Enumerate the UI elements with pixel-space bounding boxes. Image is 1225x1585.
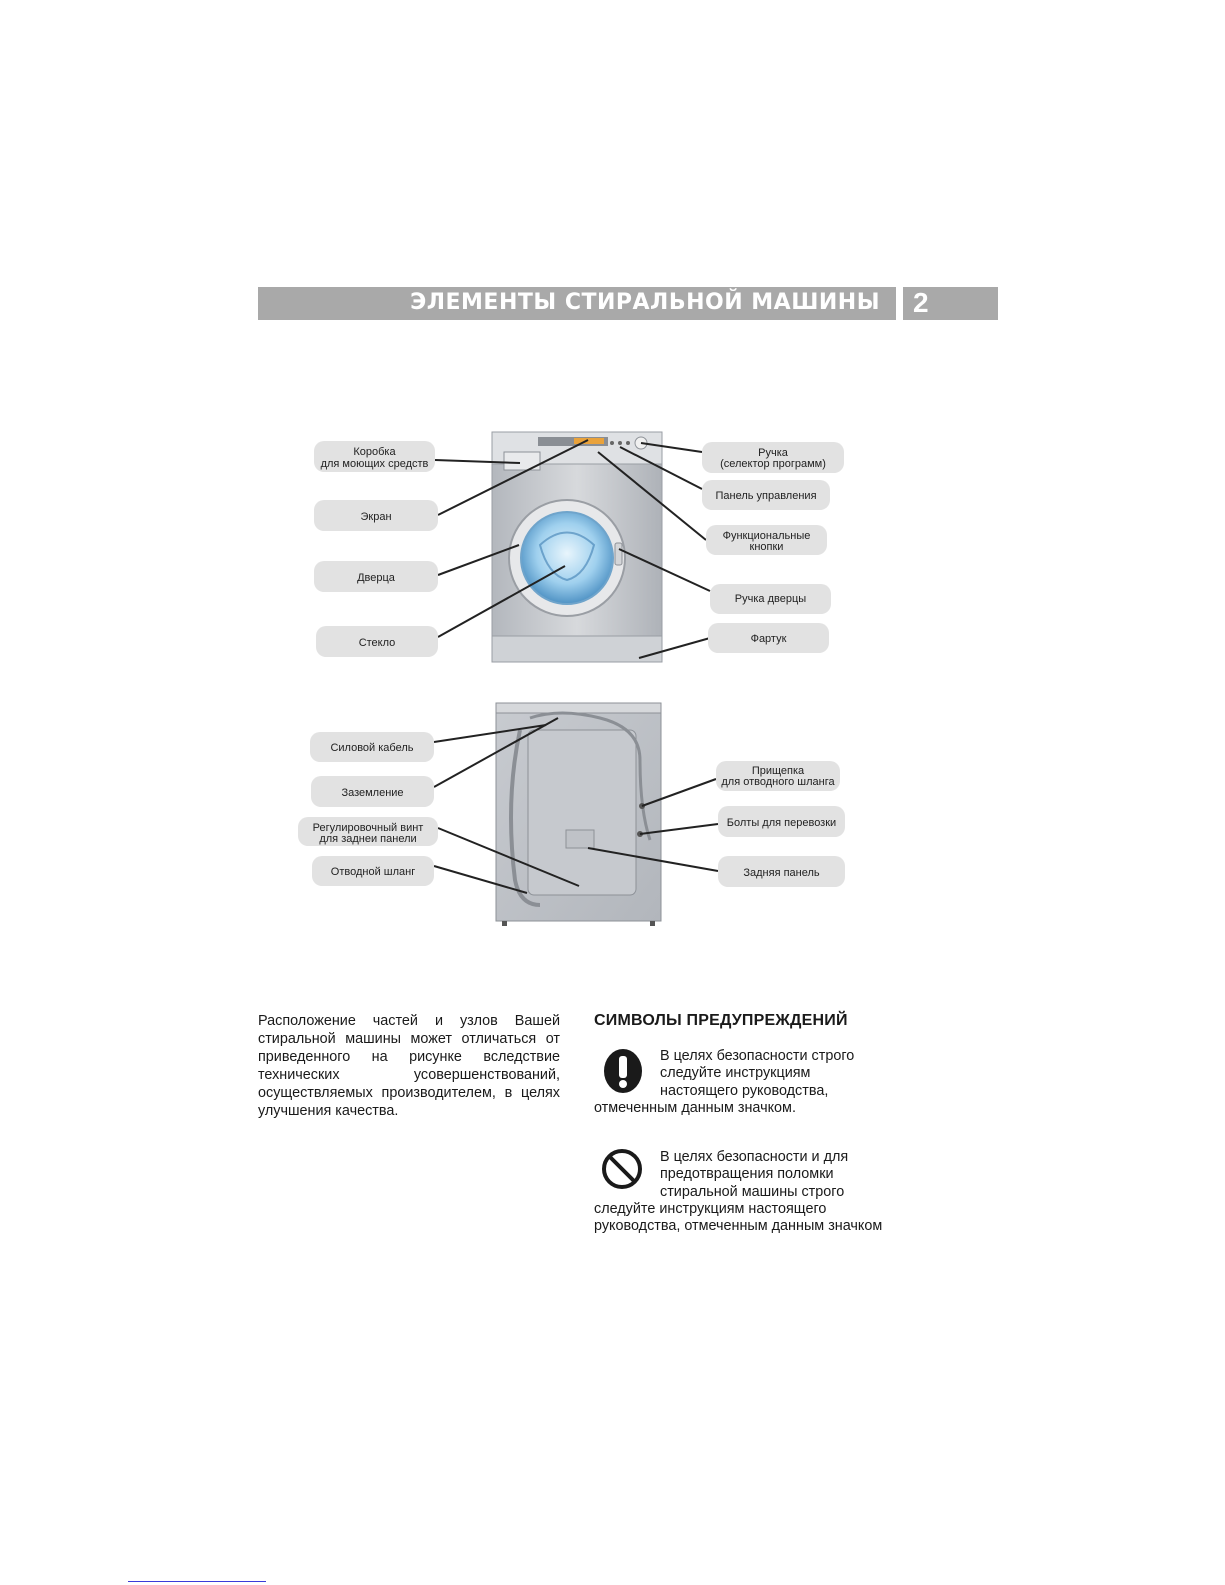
- svg-text:для моющих средств: для моющих средств: [320, 458, 429, 470]
- front-machine-illustration: [492, 432, 662, 662]
- svg-text:Панель управления: Панель управления: [715, 490, 817, 502]
- svg-text:кнопки: кнопки: [749, 541, 784, 553]
- warning-1-line-4: отмеченным данным значком.: [594, 1100, 796, 1116]
- svg-text:Экран: Экран: [360, 511, 392, 523]
- warning-2-line-5: руководства, отмеченным данным значком: [594, 1218, 883, 1234]
- label-detergent-box: [314, 441, 435, 472]
- label-function-buttons: [706, 525, 827, 555]
- svg-text:Заземление: Заземление: [341, 787, 404, 799]
- warning-1-line-3: настоящего руководства,: [660, 1083, 829, 1099]
- svg-text:Силовой кабель: Силовой кабель: [330, 742, 414, 754]
- label-glass: [316, 626, 438, 657]
- svg-text:Регулировочный винт: Регулировочный винт: [312, 822, 424, 834]
- warning-2-line-1: В целях безопасности и для: [660, 1149, 849, 1165]
- warning-2-line-4: следуйте инструкциям настоящего: [594, 1201, 827, 1217]
- svg-text:Задняя панель: Задняя панель: [743, 867, 820, 879]
- back-machine-illustration: [496, 703, 661, 926]
- label-grounding: [311, 776, 434, 807]
- svg-text:Стекло: Стекло: [358, 637, 396, 649]
- door-glass: [521, 512, 613, 604]
- label-door: [314, 561, 438, 592]
- svg-text:Отводной шланг: Отводной шланг: [330, 866, 416, 878]
- apron-panel: [492, 636, 662, 662]
- disclaimer-paragraph: Расположение частей и узлов Вашей стиральной машины может отличаться от приведенного на рисунке вследствие технических усовершенствований, осуществляемых производителем, в целях улучшения качества.: [258, 1013, 560, 1119]
- svg-text:Болты для перевозки: Болты для перевозки: [726, 817, 837, 829]
- label-control-panel: [702, 480, 830, 510]
- warning-2-line-3: стиральной машины строго: [660, 1184, 845, 1200]
- footer-rule: [128, 1581, 266, 1582]
- svg-text:Ручка дверцы: Ручка дверцы: [734, 593, 807, 605]
- warning-1-line-1: В целях безопасности строго: [660, 1048, 855, 1064]
- rear-panel: [528, 730, 636, 895]
- svg-text:Прищепка: Прищепка: [751, 765, 805, 777]
- svg-text:(селектор программ): (селектор программ): [720, 458, 826, 470]
- svg-text:Коробка: Коробка: [353, 446, 396, 458]
- svg-text:Ручка: Ручка: [758, 447, 788, 459]
- exclamation-icon: [602, 1048, 644, 1094]
- warning-symbols-title: СИМВОЛЫ ПРЕДУПРЕЖДЕНИЙ: [594, 1012, 848, 1029]
- page-number: 2: [913, 287, 929, 318]
- section-title: ЭЛЕМЕНТЫ СТИРАЛЬНОЙ МАШИНЫ: [410, 290, 880, 315]
- label-adjust-screw: [298, 817, 438, 846]
- label-back-panel: [718, 856, 845, 887]
- svg-text:для отводного шланга: для отводного шланга: [721, 776, 835, 788]
- svg-text:Функциональные: Функциональные: [722, 530, 811, 542]
- warning-1-line-2: следуйте инструкциям: [660, 1065, 811, 1081]
- warning-block-1: [594, 1048, 894, 1120]
- door-handle: [615, 543, 622, 565]
- svg-text:Дверца: Дверца: [357, 572, 395, 584]
- label-drain-hose: [312, 856, 434, 886]
- label-transport-bolts: [718, 806, 845, 837]
- label-screen: [314, 500, 438, 531]
- svg-text:для заднеи панели: для заднеи панели: [319, 833, 417, 845]
- label-apron: [708, 623, 829, 653]
- label-door-handle: [710, 584, 831, 614]
- warning-block-2: [594, 1149, 904, 1241]
- svg-text:Фартук: Фартук: [750, 633, 787, 645]
- label-hose-clip: [716, 761, 840, 791]
- display-screen: [574, 438, 604, 444]
- prohibited-icon: [600, 1147, 644, 1191]
- warning-2-line-2: предотвращения поломки: [660, 1166, 834, 1182]
- label-program-knob: [702, 442, 844, 473]
- label-power-cable: [310, 732, 434, 762]
